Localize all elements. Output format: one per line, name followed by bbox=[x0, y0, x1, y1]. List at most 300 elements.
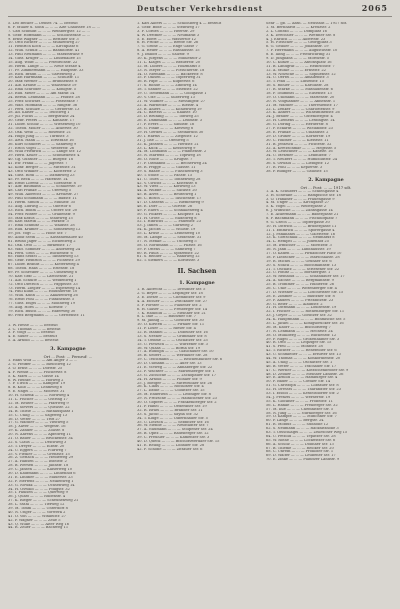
list-item: 4. W. Dettmer — ... — Neumarkt 3 bbox=[137, 33, 200, 37]
list-item: 37. Erich Vogel — ... — Weberstr. 26 bbox=[8, 146, 75, 150]
list-item: 9. G. Czech — ... — Töpfergasse 30 bbox=[266, 220, 330, 224]
list-item: 59. O. Kämpfe — ... — Münchner Str. 7 bbox=[266, 415, 337, 419]
list-item: 6. J. Wünsche — ... — Zahnsgasse 14 bbox=[266, 209, 333, 213]
list-item: 16. D. Vetter — ... — Trift 27 bbox=[8, 417, 60, 421]
list-item: 54. K. Jacobs — ... — Wollstr. 19 bbox=[137, 228, 196, 232]
list-item: 34. Hugo Jung — ... — Turmstr. 3 bbox=[8, 134, 69, 138]
list-item: 71. Alb. Schulte — ... — Weidenweg 1 bbox=[8, 278, 77, 282]
list-item: 17. R. Starke — ... — Mathildenstr. 6 bbox=[266, 88, 333, 92]
list-item: 19. R. Michel — ... — Grunaer Str. 6 bbox=[266, 259, 332, 263]
list-item: 47. C. Werner — ... — Kötzschenbroder Str. 9 bbox=[266, 368, 349, 372]
list-item: 73. Herm. Ziegler — ... — Espenweg 14 bbox=[8, 286, 81, 290]
list-item: 67. B. Thieme — ... — Reicker Str. 20 bbox=[266, 446, 334, 450]
list-item: 20. N. Voigtländer — ... — Annenstr. 1 bbox=[266, 99, 336, 103]
column-2 bbox=[137, 22, 257, 604]
list-item: 18. P. Liebscher — ... — Marschallstr. 28 bbox=[266, 255, 340, 259]
list-item: 63. T. Oelschlägel — ... — Zellescher Weg 15 bbox=[266, 430, 348, 434]
list-item: 64. Ferd. Groß — ... — Buchenstr. 6 bbox=[8, 251, 73, 255]
list-item: 8. A. Heuer — ... — Rathausstr. 15 bbox=[137, 49, 200, 53]
list-item: 7. G. Gröne — ... — Enge Gasse 7 bbox=[137, 45, 198, 49]
list-item: 13. N. Meyer — ... — Fleischerstr. 18 bbox=[137, 68, 205, 72]
list-item: 66. A. Scholz — ... — Dohnaer Str. 13 bbox=[266, 442, 334, 446]
list-item: 35. I. Paulsen — ... — Querweg 9 bbox=[8, 491, 68, 495]
list-item: 6. H. Fricke — ... — Breite Str. 26 bbox=[137, 41, 199, 45]
list-item: 80. Fritz Bergmann — ... — Gerstenstr. 11 bbox=[8, 313, 85, 317]
list-item: 27. D. Wiesner — ... — Loschwitzer Str. 15 bbox=[266, 290, 344, 294]
list-item: 17. A. Rudolph — ... — Glauchauer Str. 10 bbox=[137, 350, 214, 354]
list-item: 38. B. Opitz — ... — Radeberger Str. 12 bbox=[137, 432, 209, 436]
list-item: 46. C. Bösch — ... — Taschenstr. 17 bbox=[137, 197, 202, 201]
list-item: 25. H. Clemens — ... — Lessingstr. 14 bbox=[266, 119, 335, 123]
list-item: 22. L. Zenker — ... — Charlottenstr. 9 bbox=[266, 107, 335, 111]
list-item: 22. S. Claus — ... — Deichweg 3 bbox=[8, 440, 67, 444]
list-item: 32. A. Kretzschmar — ... — Hegelstr. 5 bbox=[266, 146, 337, 150]
list-item: 14. T. Oehme — ... — Oschatzer Str. 25 bbox=[137, 338, 208, 342]
list-item: 55. K. Glöckner — ... — Fröbelstr. 11 bbox=[266, 399, 333, 403]
list-item: 51. G. Christoph — ... — Löbtauer Str. 8 bbox=[266, 384, 339, 388]
list-item: 2. L. Conrad — ... — Domplatz 16 bbox=[266, 29, 327, 33]
list-item: 41. Ew. Frank — ... — Jägerstr. 7 bbox=[8, 162, 68, 166]
list-item: 16. W. Quaas — ... — Borna Str. 19 bbox=[137, 346, 200, 350]
list-item: 56. L. Hanke — ... — Freiberger Str. 32 bbox=[266, 403, 338, 407]
list-item: 5. E. Ebert — ... — Wassertor 12 bbox=[137, 37, 196, 41]
list-item: 6. W. Heinze — ... — Hofweg 2 bbox=[8, 378, 64, 382]
list-item: 26. G. Döring — ... — Herderstr. 8 bbox=[266, 123, 328, 127]
list-item: 36. O. Nolte — ... — Krugstr. 7 bbox=[137, 158, 193, 162]
list-item: 37. N. Lehmann — ... — Hechtstr. 24 bbox=[266, 329, 333, 333]
list-item: 30. I. Harms — ... — Ziegelstr. 12 bbox=[137, 134, 198, 138]
list-item: 58. O. Nordmann — ... — Filzstr. 16 bbox=[137, 243, 202, 247]
list-item: 33. W. Leuschner — ... — Kantstr. 16 bbox=[266, 150, 333, 154]
list-item: 4. J. Ehrlich — ... — Albertstr. 23 bbox=[266, 37, 326, 41]
list-item: 22. Emil Schröder — ... — Königstr. 5 bbox=[8, 88, 77, 92]
list-item: 21. Alb. Krause — ... — Wallstraße 19 bbox=[8, 84, 77, 88]
list-item: 56. Karl Martin — ... — Parkstr. 3 bbox=[8, 220, 69, 224]
list-item: 69. Fr. Schreiber — ... — Ulmenweg 8 bbox=[8, 271, 78, 274]
list-item: 35. T. Neubert — ... — Humboldtstr. 24 bbox=[266, 158, 338, 162]
list-item: 29. N. Fritzsche — ... — Hainichener Str. 23 bbox=[137, 397, 217, 401]
list-item: 67. Ludw. Brandt — ... — Kiefernweg 4 bbox=[8, 263, 79, 267]
list-item: 42. T. Richter — ... — Rehefelder Str. 6 bbox=[266, 349, 337, 353]
list-item: 59. Jos. Vogt — ... — Hohe Str. 7 bbox=[8, 232, 67, 236]
list-item: 62. Osk. Otto — ... — Birkenstr. 17 bbox=[8, 243, 71, 247]
list-item: 38. L. Stahl — ... — Tiefweg 12 bbox=[8, 503, 65, 507]
list-item: 12. M. Lüders — ... — Holzmarkt 5 bbox=[137, 64, 201, 68]
list-item: 76. Ernst Pohl — ... — Platanenstr. 5 bbox=[8, 298, 75, 302]
list-item: 31. B. Jentzsch — ... — Fichtestr. 32 bbox=[266, 142, 332, 146]
list-item: 1. M. Bernhardt — ... — Kreuzstr. 2 bbox=[266, 25, 331, 29]
list-item: 14. O. Niemann — ... — Bäckerstr. 8 bbox=[137, 72, 203, 76]
list-item: 26. E. Dammann — ... — Lehmstr. 3 bbox=[137, 119, 202, 123]
list-item: 7. Carl Schmidt — ... — Weinbergstr. 12 — ... bbox=[8, 29, 90, 33]
list-item: 34. K. Hauptmann — ... — Böhmische Str. 5 bbox=[266, 318, 346, 322]
list-item: 40. Gg. Günther — ... — Burgstr. 18 bbox=[8, 158, 74, 162]
list-item: 5. K. Marx — ... — Gasse 14 bbox=[8, 374, 59, 378]
list-item: 5. H. Fleischer — ... — Georgplatz 3 bbox=[266, 41, 332, 45]
list-item: 54. J. Frenzel — ... — Wernerstr. 19 bbox=[266, 395, 331, 399]
list-item: 13. A. Sievers — ... — Quellstr. 22 bbox=[8, 405, 70, 409]
list-item: 1. Hans Wolf — ... — Am Anger 3 — ... bbox=[8, 359, 78, 363]
list-item: 41. U. Thies — ... — Tonnenweg 28 bbox=[137, 177, 201, 181]
list-item: 60. Adolf Stein — ... — Kastanienallee 40 bbox=[8, 235, 83, 239]
list-item: 15. T. Pfau — ... — Luisenstr. 15 bbox=[266, 80, 325, 84]
list-item: 15. U. Pietzsch — ... — Wurzener Str. 3 bbox=[137, 342, 208, 346]
list-item: 10. H. Dittrich — ... — Brüdergasse 11 bbox=[266, 224, 337, 228]
list-item: 32. I. Fischer — ... — Rothenburger Str. 11 bbox=[266, 310, 345, 314]
list-item: 48. E. Dörr — ... — Gurtstr. 26 bbox=[137, 204, 193, 208]
list-item: 61. Bruno Jäger — ... — Eichenweg 2 bbox=[8, 239, 76, 243]
list-item: 50. G. Folkers — ... — Knopfstr. 14 bbox=[137, 212, 200, 216]
list-item: 34. U. Metzner — ... — Leibnizstr. 7 bbox=[266, 154, 331, 158]
list-item: 10. K. Jürgens — ... — Mühlentor 2 bbox=[137, 57, 201, 61]
list-item: 5. Leo Becker — Deines 74. — bestellt bbox=[8, 22, 78, 25]
list-item: 3. O. Tränkner — ... — Frauengasse 9 bbox=[266, 197, 335, 201]
list-item: 34. M. Lohmann — ... — Pfannenstr. 2 bbox=[137, 150, 207, 154]
list-item: 17. O. Kaden — ... — Pirnaischer Platz 10 bbox=[266, 251, 342, 255]
list-item: 1. A. K. Schubert — ... — Schießgasse 4 bbox=[266, 189, 339, 193]
list-item: 19. O. Uhlmann — ... — Marienstr. 20 bbox=[266, 95, 335, 99]
list-item: 57. N. Menke — ... — Tuchweg 5 bbox=[137, 239, 197, 243]
list-item: 25. D. Brüning — ... — Tonweg 25 bbox=[137, 115, 199, 119]
region-heading: II. Sachsen bbox=[177, 268, 217, 276]
list-item: 23. W. Reinhold — ... — Schandauer Str. 17 bbox=[266, 275, 345, 279]
list-item: 46. B. Vetter — ... — Trachauer Str. 17 bbox=[266, 364, 337, 368]
list-item: 16. Herm. Lange — ... — Neue Straße 4 bbox=[8, 64, 81, 68]
list-item: 42. V. Ulrichs — ... — Kistenstr. 6 bbox=[137, 181, 198, 185]
list-item: 36. W. Mende — ... — Neustädter Str. 7 bbox=[137, 424, 209, 428]
list-item: 5. F. Förster — ... — Plauener Str. 2 bbox=[137, 303, 202, 307]
list-item: 3. K. Drechsler — ... — Wettiner Str. 8 bbox=[266, 33, 336, 37]
list-item: 2. C. Thomas — ... — bestellt bbox=[8, 327, 61, 331]
list-item: 12. Wilh. Schulz — ... — Bahnhofstr. 41 bbox=[8, 49, 80, 53]
list-item: 38. O. Mühlberg — ... — Buchenstr. 12 bbox=[266, 333, 337, 337]
list-item: 17. G. Walther — ... — Viehweg 5 bbox=[8, 421, 69, 425]
list-item: 32. K. Janssen — ... — Herdstr. 21 bbox=[137, 142, 199, 146]
list-item: 47. Alfr. Baumann — ... — Schillerstr. 19 bbox=[8, 185, 82, 189]
list-item: 17. S. Rohde — ... — Zinnweg 14 bbox=[137, 84, 197, 88]
list-item: 26. C. Uhle — ... — Wittenberger Str. 4 bbox=[266, 287, 337, 290]
list-item: 24. C. Bartels — ... — Kalkstr. 10 bbox=[137, 111, 197, 115]
list-item: 58. N. Jung — ... — Nürnberger Str. 16 bbox=[266, 411, 337, 415]
list-item: 40. D. Queck — ... — Bischofswerdaer Str. 15 bbox=[137, 439, 220, 443]
list-item: 12. J. Fankhänel — ... — Galeriestr. 16 bbox=[266, 232, 336, 236]
section-subheading: Ort ... Post: ... Fernruf: ... bbox=[43, 354, 93, 360]
list-item: 33. J. Geyer — ... — Görlitzer Str. 32 bbox=[266, 314, 332, 318]
list-item: 27. A. Hansen — ... — Inselstr. 2 bbox=[8, 460, 67, 464]
list-item: 28. E. Zimmer — ... — Bautzner Str. 8 bbox=[266, 294, 335, 298]
list-item: 6. F. Müller u. Sohn — ... — Alte Chaussee 18 — ... bbox=[8, 25, 101, 29]
list-item: 7. F. Herrmann — ... — Augustusstr. 10 bbox=[266, 49, 338, 53]
section-subheading: Ort ... Post: ... — 1917 sdt. bbox=[300, 184, 352, 190]
list-item: 68. Theod. Haas — ... — Erlenstr. 18 bbox=[8, 267, 75, 271]
list-item: 49. Wilh. Albrecht — ... — Kreuzstr. 27 bbox=[8, 193, 79, 197]
list-item: 31. H. Dittmann — ... — Louisenstr. 19 bbox=[266, 306, 337, 310]
list-item: 45. A. Uhlig — ... — Oschatzer Str. 1 bbox=[266, 360, 333, 364]
list-item: 29. C. Jansen — ... — Kaiserweg 10 bbox=[8, 468, 73, 472]
list-item: 14. B. Thiele — ... — Rathausplatz 1 bbox=[8, 409, 74, 413]
list-item: 62. S. Neumann — ... — Räcknitzhöhe 3 bbox=[266, 427, 339, 431]
list-item: 27. Ferd. Schulze — ... — Gerberstr. 13 bbox=[8, 107, 80, 111]
list-item: 23. T. Dreyer — ... — Elbstr. 20 bbox=[8, 444, 65, 448]
list-item: 29. H. Gerdes — ... — Steinbruch 30 bbox=[137, 130, 204, 134]
list-item: 28. Ad. Kaiser — ... — Teichweg 1 bbox=[8, 111, 70, 115]
list-item: 50. Paul Schumann — ... — Badstr. 11 bbox=[8, 197, 77, 201]
list-item: 7. K. Haubold — ... — Meißner Str. 21 bbox=[137, 311, 206, 315]
list-item: 49. F. Eilers — ... — Schnallenweg 4 bbox=[137, 208, 203, 212]
list-item: 21. E. Vieweg — ... — Annaberger Str. 22 bbox=[137, 366, 213, 370]
list-item: 3. E. Dietze — ... — Chemnitzer Str. 9 bbox=[137, 296, 206, 299]
list-item: 19. C. Teichmann — ... — Reichenbacher Str. 6 bbox=[137, 358, 223, 362]
list-item: 66. Gebr. Heinrich — ... — Fichtestr. 29 bbox=[8, 259, 80, 263]
list-item: 55. L. Kruse — ... — Leinenweg 10 bbox=[137, 232, 201, 236]
page-number: 2065 bbox=[361, 3, 388, 13]
list-item: 52. I. Hinrichs — ... — Fadenstr. 23 bbox=[137, 220, 201, 224]
list-item: 44. R. Zeller — ... — Bachweg 11 bbox=[8, 526, 69, 530]
list-item: 27. F. Evers — ... — Sandstr. 16 bbox=[137, 123, 195, 127]
list-item: 16. R. Pape — ... — Kupferstr. 6 bbox=[137, 80, 195, 84]
list-item: 38. Willi Friedrich — ... — Lange Str. 12 bbox=[8, 150, 81, 154]
list-item: 68. C. Unrein — ... — Prohliser Str. 1 bbox=[266, 450, 334, 454]
list-item: 8. Gebr. Hoffmann — ... — Schloßstraße — ... bbox=[8, 33, 91, 37]
list-item: 11. B. Landgraf — ... — Heinrichstr. 7 bbox=[266, 64, 335, 68]
list-item: 28. E. Franke — ... — Uhlandstr. 2 bbox=[266, 130, 329, 134]
list-item: 39. C. Preußler — ... — Kamenzer Str. 3 bbox=[137, 436, 210, 440]
list-item: 15. C. Uhlig — ... — Sägeweg 13 bbox=[8, 413, 68, 417]
list-item: 30. C. Hübner — ... — Kleiststr. 11 bbox=[266, 138, 329, 142]
list-item: 57. M. Ihle — ... — Chemnitzer Str. 5 bbox=[266, 407, 334, 411]
list-item: 20. V. Ude — ... — Silberweg 13 bbox=[137, 95, 195, 99]
list-item: 18. P. Thümmel — ... — Elisenstr. 13 bbox=[266, 92, 332, 96]
list-item: 59. P. Ottens — ... — Samtweg 7 bbox=[137, 247, 196, 251]
list-item: 3. F. Cordes — ... — Heerstr. 29 bbox=[137, 29, 195, 33]
list-item: 12. R. Männel — ... — Döbelner Str. 16 bbox=[137, 331, 208, 335]
section-heading: 1. Kampagne bbox=[179, 280, 215, 287]
list-item: 20. D. Ullmann — ... — Auer Str. 13 bbox=[137, 362, 202, 366]
list-item: 6. G. Geißler — ... — Johannstr. 19 bbox=[266, 45, 329, 49]
list-item: 24. Bernh. Lehmann — ... — Feldstr. 28 bbox=[8, 95, 80, 99]
list-item: 10. C. Kunze — ... — Antonsplatz 16 bbox=[266, 60, 332, 64]
list-item: 18. Rich. Braun — ... — Gartenweg 2 bbox=[8, 72, 76, 76]
list-item: 43. Q. Wilke — ... — Alter Weg 16 bbox=[8, 522, 70, 526]
list-item: 11. L. Fischer — ... — Ostring 17 bbox=[8, 398, 68, 402]
list-item: 4. E. Sauer — ... — bestellt bbox=[8, 335, 58, 339]
list-item: 4. A. Eichler — ... — Zwickauer Str. 27 bbox=[137, 299, 208, 303]
list-item: 11. I. Emmrich — ... — Sporergasse 4 bbox=[266, 228, 335, 232]
list-item: 36. J. Quast — ... — Rübenstr. 4 bbox=[8, 495, 66, 499]
list-item: 23. K. Ahnert — ... — Wilhelminenstr. 26 bbox=[266, 111, 340, 115]
list-item: 2. H. Schwabe — ... — Rampische Str. 18 bbox=[266, 193, 341, 197]
list-item: 13. W. Nitzsche — ... — Sophienstr. 12 bbox=[266, 72, 336, 76]
list-item: 32. Theod. Möller — ... — Ackerstr. 30 bbox=[8, 127, 78, 131]
list-item: 52. H. Dressel — ... — Tharandter Str. 23 bbox=[266, 388, 341, 392]
list-item: 21. W. Vollmer — ... — Messingstr. 27 bbox=[137, 99, 206, 103]
list-item: 41. S. Pfeil — ... — Mohnstr. 28 bbox=[266, 345, 323, 349]
list-item: 11. L. Klages — ... — Brauerstr. 20 bbox=[137, 60, 201, 64]
list-item: 60. R. Pauls — ... — Spitzenstr. 22 bbox=[137, 251, 199, 255]
list-item: 9. M. Jähnig — ... — Görlitzer Str. 30 bbox=[137, 319, 204, 323]
page-title: Deutscher Verkehrsdienst bbox=[137, 4, 263, 13]
list-item: 38. P. Rüdiger — ... — Gaußstr. 15 bbox=[266, 169, 328, 173]
list-item: 1. Karl Albers — ... — Schloßberg 4 — bestellt bbox=[137, 22, 222, 25]
list-item: 41. E. Reißig — ... — Löbauer Str. 28 bbox=[137, 443, 205, 447]
list-item: 58. Rud. Krämer — ... — Sonnenweg 12 bbox=[8, 228, 81, 232]
list-item: 23. Rud. Meier — ... — Am Markt 14 bbox=[8, 92, 75, 96]
list-item: 4. F. Wendt — ... — Fischerstr. 8 bbox=[8, 370, 67, 374]
list-item: 11. Heinrich Koch — ... — Kirchplatz 6 bbox=[8, 45, 79, 49]
list-item: 2. G. Pfeiffer — ... — Bleichweg 12 bbox=[8, 363, 71, 367]
list-item: 28. B. Iversen — ... — Jahnstr. 18 bbox=[8, 464, 69, 468]
section-heading: 2. Kampagne bbox=[308, 176, 344, 183]
list-item: 75. Wilh. Kühn — ... — Akazienweg 26 bbox=[8, 294, 78, 298]
list-item: 31. P. Hänel — ... — Oederaner Str. 19 bbox=[137, 404, 207, 408]
list-item: 17. Fr. Zimmermann — ... — Hauptstr. 33 bbox=[8, 68, 84, 72]
list-item: 15. P. Ohlsen — ... — Töpferweg 31 bbox=[137, 76, 201, 80]
list-item: 13. S. Nestler — ... — Grimmaer Str. 8 bbox=[137, 334, 207, 338]
list-item: 40. R. Otto — ... — Leipziger Str. 15 bbox=[266, 341, 332, 345]
list-item: 9. J. Imhoff — ... — Salzstr. 9 bbox=[137, 53, 189, 57]
list-item: 40. N. Unger — ... — Vorwerk 2 bbox=[8, 510, 66, 514]
list-item: 35. Arth. Hahn — ... — Torstraße 16 bbox=[8, 138, 74, 142]
list-item: 72. Otto Dietrich — ... — Pappelstr. 33 bbox=[8, 282, 78, 286]
list-item: 61. R. Möbius — ... — Südhöhe 12 bbox=[266, 423, 329, 427]
list-item: Sehr ... gb. — Anth. — Neustadt — 1917 sdt. bbox=[266, 22, 348, 25]
list-item: 36. M. Knorr — ... — Bischofsweg 7 bbox=[266, 325, 331, 329]
list-item: 45. Fr. Beck — ... — Hafenstr. 14 bbox=[8, 177, 68, 181]
list-item: 51. Herm. Simon — ... — Mühlstr. 35 bbox=[8, 200, 76, 204]
list-item: 26. Walt. Hofmann — ... — Ringstr. 36 bbox=[8, 103, 78, 107]
list-item: 26. Z. Gerlach — ... — Heideweg 29 bbox=[8, 456, 74, 460]
list-item: 19. Karl Hartmann — ... — Schulstr. 11 bbox=[8, 76, 80, 80]
list-item: 63. Walt. Sommer — ... — Ahornweg 24 bbox=[8, 247, 81, 251]
list-item: 1. W. Hesse — ... — bestellt bbox=[8, 323, 58, 327]
running-head bbox=[0, 2, 400, 16]
list-item: 21. M. Walther — ... — Theresienstr. 17 bbox=[266, 103, 338, 107]
list-item: 29. Jul. Fuchs — ... — Bergstraße 24 bbox=[8, 115, 75, 119]
list-item: 1. R. Albrecht — ... — Dresdner Str. 5 bbox=[137, 288, 206, 292]
list-item: 37. K. Rieger — ... — Scheunenweg 21 bbox=[8, 499, 79, 503]
list-item: 18. B. Seifert — ... — Werdauer Str. 28 bbox=[137, 354, 208, 358]
list-item: 43. U. Schmieder — ... — Erfurter Str. 13 bbox=[266, 353, 341, 357]
list-item: 8. R. Kolb — ... — Lehmweg 6 bbox=[8, 386, 63, 390]
list-item: 53. J. Ihnen — ... — Garnweg 2 bbox=[137, 224, 193, 228]
list-item: 42. P. Wagner — ... — Zeile 5 bbox=[8, 518, 61, 522]
list-item: 40. T. Stolte — ... — Faßstr. 15 bbox=[137, 173, 193, 177]
list-item: 61. S. Rehder — ... — Bandweg 12 bbox=[137, 255, 200, 259]
list-item: 10. H. Schenk — ... — Nordweg 4 bbox=[8, 394, 70, 398]
list-item: 9. E. Nagel — ... — Moorstr. 31 bbox=[8, 390, 65, 394]
list-item: 38. R. Prigge — ... — Glasstr. 11 bbox=[137, 165, 196, 169]
list-item: 6. H. Gläser — ... — Freiberger Str. 14 bbox=[137, 307, 208, 311]
list-item: 24. J. Bräuer — ... — Gutenbergstr. 4 bbox=[266, 115, 333, 119]
list-item: 60. P. Lange — ... — Bergstr. 24 bbox=[266, 419, 324, 423]
list-item: 53. I. Eisold — ... — Kesselsdorfer Str. 2 bbox=[266, 392, 339, 396]
list-item: 54. Fritz Winter — ... — Grabenstr. 9 bbox=[8, 212, 75, 216]
list-item: 5. A. Arnold — ... — bestellt bbox=[8, 339, 59, 343]
list-item: 32. F. Mertens — ... — Nelkenweg 1 bbox=[8, 479, 74, 483]
list-item: 47. D. Cassens — ... — Riemenweg 9 bbox=[137, 200, 204, 204]
list-item: 25. J. Böttger — ... — Mittweidaer Str. 26 bbox=[137, 381, 212, 385]
list-item: 2. Gebr. Bode — ... — Steinweg 17 bbox=[137, 25, 200, 29]
list-item: 4. M. Unger — ... — Kirchgasse 27 bbox=[266, 201, 330, 205]
list-item: 43. Otto Winkler — ... — Klosterstr. 2 bbox=[8, 169, 76, 173]
list-item: 13. K. Gottschalk — ... — Neumarkt 8 bbox=[266, 236, 335, 240]
list-item: 25. Fritz Schwarz — ... — Poststraße 7 bbox=[8, 99, 79, 103]
list-item: 30. D. Kaufmann — ... — Lindenhof 6 bbox=[8, 471, 76, 475]
list-item: 35. U. Lötzsch — ... — Sebnitzer Str. 16 bbox=[137, 420, 209, 424]
list-item: 16. S. Rößler — ... — Karolastr. 28 bbox=[266, 84, 329, 88]
list-item: 31. J. Ilse — ... — Ofenweg 5 bbox=[137, 138, 189, 142]
list-item: 23. G. Zschoche — ... — Zschopauer Str. 17 bbox=[137, 373, 217, 377]
list-item: 32. R. Israel — ... — Brander Str. 11 bbox=[137, 408, 203, 412]
list-item: 18. J. Xaver — ... — Wegestr. 16 bbox=[8, 425, 66, 429]
list-item: 51. H. Grote — ... — Nadelweg 8 bbox=[137, 216, 197, 220]
list-item: 33. Osk. Weiß — ... — Rosenstr. 21 bbox=[8, 130, 71, 134]
list-item: 52. Aug. Ludwig — ... — Obertor 6 bbox=[8, 204, 71, 208]
list-item: 8. L. Ihle — ... — Bautzner Str. 7 bbox=[137, 315, 196, 319]
list-item: 65. W. Rothe — ... — Lockwitzer Str. 6 bbox=[266, 438, 336, 442]
list-item: 42. Konr. Berger — ... — Mittelstr. 31 bbox=[8, 165, 76, 169]
header-rule bbox=[8, 16, 392, 17]
list-item: 21. T. Oschatz — ... — Striesener Str. 22 bbox=[266, 267, 340, 271]
list-item: 37. A. Naumann — ... — Stolpener Str. 24 bbox=[137, 428, 213, 432]
list-item: 78. Aug. Horn — ... — Kornstr. 7 bbox=[8, 306, 67, 310]
list-item: 13. Paul Neumann — ... — Marktstraße 9 bbox=[8, 53, 84, 57]
list-item: 44. W. Thomas — ... — Konkordienstr. 20 bbox=[266, 357, 341, 361]
list-item: 21. O. Bauer — ... — Brückenstr. 34 bbox=[8, 436, 73, 440]
list-item: 65. Hans Seidel — ... — Tannenweg 13 bbox=[8, 255, 79, 259]
list-item: 36. S. Oswald — ... — Liebigstr. 12 bbox=[266, 162, 330, 166]
list-item: 39. M. Timm — ... — Unterdorf 8 bbox=[8, 506, 68, 510]
list-item: 45. B. Alves — ... — Beutelweg 1 bbox=[137, 193, 197, 197]
list-item: 48. Carl Franke — ... — Uferweg 5 bbox=[8, 189, 72, 193]
list-item: 42. F. Schöne — ... — Zittauer Str. 6 bbox=[137, 447, 203, 451]
list-item: 29. D. Gruner — ... — Körnerstr. 19 bbox=[266, 134, 331, 138]
list-item: 55. Max Kraus — ... — Stadtweg 15 bbox=[8, 216, 73, 220]
list-item: 37. R. Pohl — ... — Keplerstr. 3 bbox=[266, 165, 323, 169]
list-item: 62. T. Siemers — ... — Kordelstr. 3 bbox=[137, 259, 200, 263]
list-item: 22. F. Wächter — ... — Marienberger Str. 1 bbox=[137, 369, 215, 373]
list-item: 5. K. Vogel — ... — Webergasse 2 bbox=[266, 205, 327, 209]
list-item: 31. Ludw. Scholz — ... — Wiesenweg 10 bbox=[8, 123, 81, 127]
list-item: 22. U. Pönitz — ... — Borsbergstr. 1 bbox=[266, 271, 331, 275]
list-item: 36. Kurt Schubert — ... — Sandweg 9 bbox=[8, 142, 77, 146]
list-item: 28. G. Finke — ... — Kiesweg 8 bbox=[137, 127, 194, 131]
list-item: 19. K. Zander — ... — Zollstr. 8 bbox=[8, 429, 65, 433]
list-item: 33. S. Jacob — ... — Sayda Str. 32 bbox=[137, 412, 199, 416]
list-item: 20. N. Ahrens — ... — Apfelweg 11 bbox=[8, 433, 71, 437]
list-item: 77. Gust. Engel — ... — Mohnweg 19 bbox=[8, 302, 76, 306]
list-item: 11. P. Löser — ... — Rieser Str. 4 bbox=[137, 327, 196, 331]
list-item: 64. U. Petzold — ... — Teplitzer Str. 28 bbox=[266, 434, 336, 438]
list-item: 14. Gust. Krüger — ... — Lindenallee 15 bbox=[8, 57, 81, 61]
list-item: 30. Gebr. Peters — ... — Kanalstr. 17 bbox=[8, 119, 75, 123]
list-item: 50. F. Bauer — ... — Cottaer Str. 14 bbox=[266, 380, 331, 384]
list-item: 34. T. Kluge — ... — Olbernhauer Str. 5 bbox=[137, 416, 208, 420]
list-item: 70. E. Zinke — ... — Pillnitzer Landstr. 9 bbox=[266, 458, 340, 462]
list-item: 30. G. Beier — ... — Alaunstr. 2 bbox=[266, 302, 323, 306]
list-item: 39. P. Nagel — ... — Großenhainer Str. 3 bbox=[266, 337, 340, 341]
list-item: 26. K. Claus — ... — Rochlitzer Str. 4 bbox=[137, 385, 204, 389]
list-item: 49. E. Arnold — ... — Hamburger Str. 4 bbox=[266, 376, 338, 380]
list-item: 41. O. Voß — ... — Winkelstr. 27 bbox=[8, 514, 66, 518]
list-item: 44. Gust. Roth — ... — Dammweg 23 bbox=[8, 173, 75, 177]
list-item: 33. G. Nowak — ... — Ochsenweg 14 bbox=[8, 483, 75, 487]
section-heading: 3. Kampagne bbox=[50, 346, 86, 353]
list-item: 24. A. Sachse — ... — Bergmannstr. 9 bbox=[266, 279, 334, 283]
list-item: 79. Rich. Busch — ... — Haferweg 30 bbox=[8, 309, 76, 313]
list-item: 53. Rich. Böhm — ... — Untere Str. 20 bbox=[8, 208, 78, 212]
list-item: 35. L. Jäckel — ... — Königsbrücker Str. 16 bbox=[266, 322, 344, 326]
